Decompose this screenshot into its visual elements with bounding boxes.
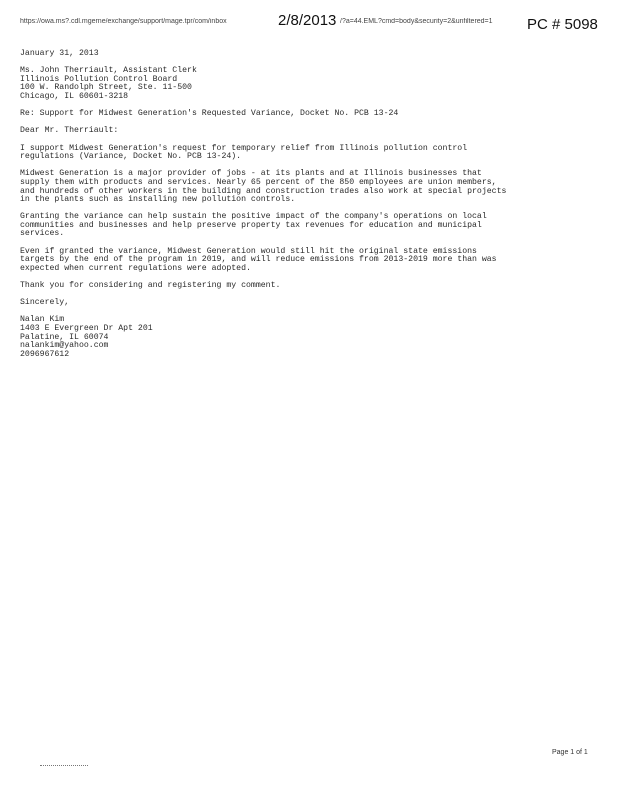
signature-name: Nalan Kim: [20, 315, 65, 325]
paragraph-line: targets by the end of the program in 2019, and will reduce emissions from 2013-2019 more than was: [20, 255, 497, 265]
header-url-left: https://owa.ms?.cdl.mgerne/exchange/support/mage.tpr/com/inbox: [20, 18, 227, 25]
letter-subject: Re: Support for Midwest Generation's Requested Variance, Docket No. PCB 13-24: [20, 109, 399, 119]
paragraph-line: regulations (Variance, Docket No. PCB 13-24).: [20, 152, 242, 162]
body-paragraph: [20, 213, 582, 239]
footer-divider: [40, 765, 88, 767]
header-pc-number: PC # 5098: [527, 16, 598, 33]
signature-email: nalankim@yahoo.com: [20, 341, 109, 351]
recipient-line: Chicago, IL 60601-3218: [20, 91, 129, 101]
header-url-right: /?a=44.EML?cmd=body&security=2&unfiltered=1: [340, 18, 493, 25]
letter-closing: Sincerely,: [20, 298, 70, 308]
paragraph-line: Even if granted the variance, Midwest Generation would still hit the original state emissions: [20, 246, 477, 256]
paragraph-line: communities and businesses and help preserve property tax revenues for education and municipal: [20, 220, 482, 230]
signature-address-line: 1403 E Evergreen Dr Apt 201: [20, 324, 153, 333]
paragraph-line: Thank you for considering and registering my comment.: [20, 281, 281, 291]
page-number: Page 1 of 1: [552, 749, 588, 756]
paragraph-line: in the plants such as installing new pollution controls.: [20, 195, 296, 205]
letter-date: January 31, 2013: [20, 49, 99, 58]
paragraph-line: services.: [20, 229, 65, 239]
paragraph-line: supply them with products and services. Nearly 65 percent of the 850 employees are union members,: [20, 177, 497, 187]
recipient-block: [20, 67, 582, 101]
letter-body: [20, 50, 582, 368]
signature-phone: 2096967612: [20, 349, 70, 359]
paragraph-line: expected when current regulations were adopted.: [20, 263, 251, 273]
signature-block: [20, 316, 582, 359]
body-paragraph: [20, 282, 582, 291]
paragraph-line: Midwest Generation is a major provider of jobs - at its plants and at Illinois businesses that: [20, 169, 482, 179]
body-paragraph: [20, 145, 582, 162]
body-paragraph: [20, 170, 582, 204]
paragraph-line: Granting the variance can help sustain the positive impact of the company's operations on local: [20, 212, 487, 222]
paragraph-line: I support Midwest Generation's request for temporary relief from Illinois pollution control: [20, 143, 468, 153]
body-paragraph: [20, 248, 582, 274]
paragraph-line: and hundreds of other workers in the building and construction trades also work at special projects: [20, 186, 507, 196]
recipient-line: Ms. John Therriault, Assistant Clerk: [20, 66, 197, 76]
header-date-stamp: 2/8/2013: [278, 12, 337, 29]
signature-city-line: Palatine, IL 60074: [20, 332, 109, 342]
letter-salutation: Dear Mr. Therriault:: [20, 126, 119, 136]
recipient-line: Illinois Pollution Control Board: [20, 74, 178, 84]
recipient-line: 100 W. Randolph Street, Ste. 11-500: [20, 83, 192, 93]
